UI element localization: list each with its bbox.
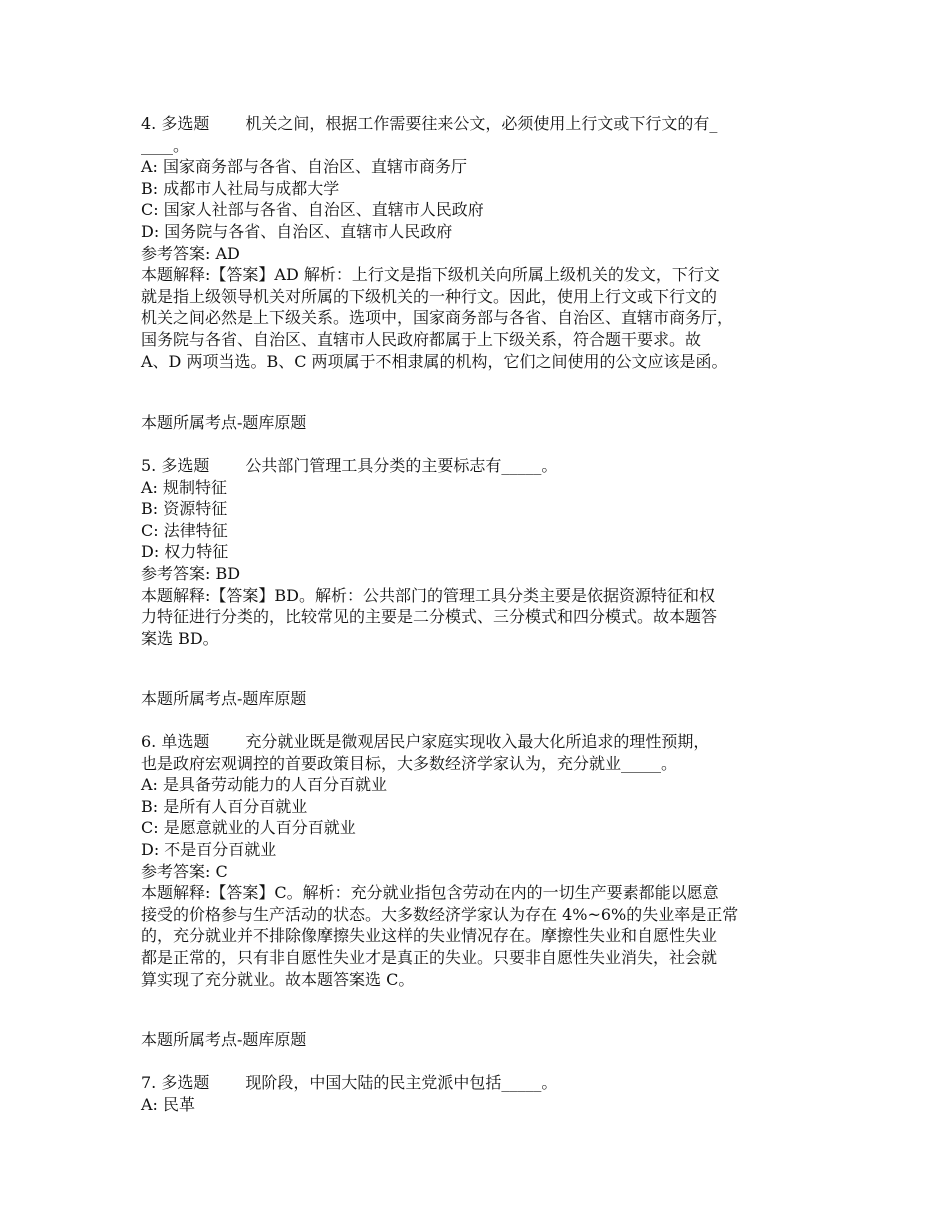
question-6: [141, 731, 816, 990]
question-stem-text: 公共部门管理工具分类的主要标志有_____。: [245, 456, 558, 475]
explanation-line: 案选 BD。: [141, 628, 219, 648]
question-stem-continuation: 也是政府宏观调控的首要政策目标，大多数经济学家认为，充分就业_____。: [141, 753, 678, 773]
option-a: A: 民革: [141, 1094, 196, 1114]
answer: 参考答案: BD: [141, 563, 241, 583]
question-number: 7.: [141, 1073, 157, 1092]
explanation-line: 就是指上级领导机关对所属的下级机关的一种行文。因此，使用上行文或下行文的: [141, 286, 718, 306]
question-stem-continuation: ____。: [141, 135, 190, 155]
question-type: 多选题: [161, 114, 210, 133]
option-b: B: 成都市人社局与成都大学: [141, 178, 340, 198]
question-type: 单选题: [161, 732, 210, 751]
option-d: D: 权力特征: [141, 542, 229, 562]
explanation-line: 接受的价格参与生产活动的状态。大多数经济学家认为存在 4%~6%的失业率是正常: [141, 904, 739, 924]
explanation-line: 都是正常的，只有非自愿性失业才是真正的失业。只要非自愿性失业消失，社会就: [141, 947, 718, 967]
option-b: B: 是所有人百分百就业: [141, 796, 308, 816]
answer: 参考答案: AD: [141, 243, 240, 263]
option-c: C: 法律特征: [141, 520, 228, 540]
option-d: D: 不是百分百就业: [141, 839, 277, 859]
topic-label: 本题所属考点-题库原题: [141, 413, 307, 432]
explanation-line: 力特征进行分类的，比较常见的主要是二分模式、三分模式和四分模式。故本题答: [141, 607, 718, 627]
question-number: 6.: [141, 732, 157, 751]
option-a: A: 是具备劳动能力的人百分百就业: [141, 775, 388, 795]
explanation-line: 机关之间必然是上下级关系。选项中，国家商务部与各省、自治区、直辖市商务厅，: [141, 308, 734, 328]
explanation-line: 本题解释:【答案】BD。解析：公共部门的管理工具分类主要是依据资源特征和权: [141, 585, 715, 605]
topic-label: 本题所属考点-题库原题: [141, 689, 307, 708]
explanation-line: 本题解释:【答案】AD 解析：上行文是指下级机关向所属上级机关的发文，下行文: [141, 265, 720, 285]
explanation-line: 的，充分就业并不排除像摩擦失业这样的失业情况存在。摩擦性失业和自愿性失业: [141, 926, 718, 946]
question-5: [141, 455, 816, 649]
option-d: D: 国务院与各省、自治区、直辖市人民政府: [141, 221, 453, 241]
question-stem-text: 机关之间，根据工作需要往来公文，必须使用上行文或下行文的有_: [245, 114, 718, 133]
option-a: A: 规制特征: [141, 477, 228, 497]
question-type: 多选题: [161, 1073, 210, 1092]
question-7: [141, 1072, 816, 1115]
explanation-line: A、D 两项当选。B、C 两项属于不相隶属的机构，它们之间使用的公文应该是函。: [141, 351, 728, 371]
option-c: C: 是愿意就业的人百分百就业: [141, 818, 356, 838]
question-4: [141, 113, 816, 372]
question-number: 5.: [141, 456, 157, 475]
explanation-line: 本题解释:【答案】C。解析：充分就业指包含劳动在内的一切生产要素都能以愿意: [141, 883, 719, 903]
option-c: C: 国家人社部与各省、自治区、直辖市人民政府: [141, 200, 484, 220]
question-stem: [141, 113, 816, 135]
question-number: 4.: [141, 114, 157, 133]
option-b: B: 资源特征: [141, 499, 228, 519]
question-stem: [141, 455, 816, 477]
question-stem-text: 现阶段，中国大陆的民主党派中包括_____。: [245, 1073, 558, 1092]
explanation-line: 国务院与各省、自治区、直辖市人民政府都属于上下级关系，符合题干要求。故: [141, 329, 702, 349]
question-stem: [141, 731, 816, 753]
explanation-line: 算实现了充分就业。故本题答案选 C。: [141, 969, 415, 989]
answer: 参考答案: C: [141, 861, 228, 881]
question-type: 多选题: [161, 456, 210, 475]
topic-label: 本题所属考点-题库原题: [141, 1030, 307, 1049]
option-a: A: 国家商务部与各省、自治区、直辖市商务厅: [141, 157, 468, 177]
question-stem: [141, 1072, 816, 1094]
question-stem-text: 充分就业既是微观居民户家庭实现收入最大化所追求的理性预期，: [245, 732, 710, 751]
